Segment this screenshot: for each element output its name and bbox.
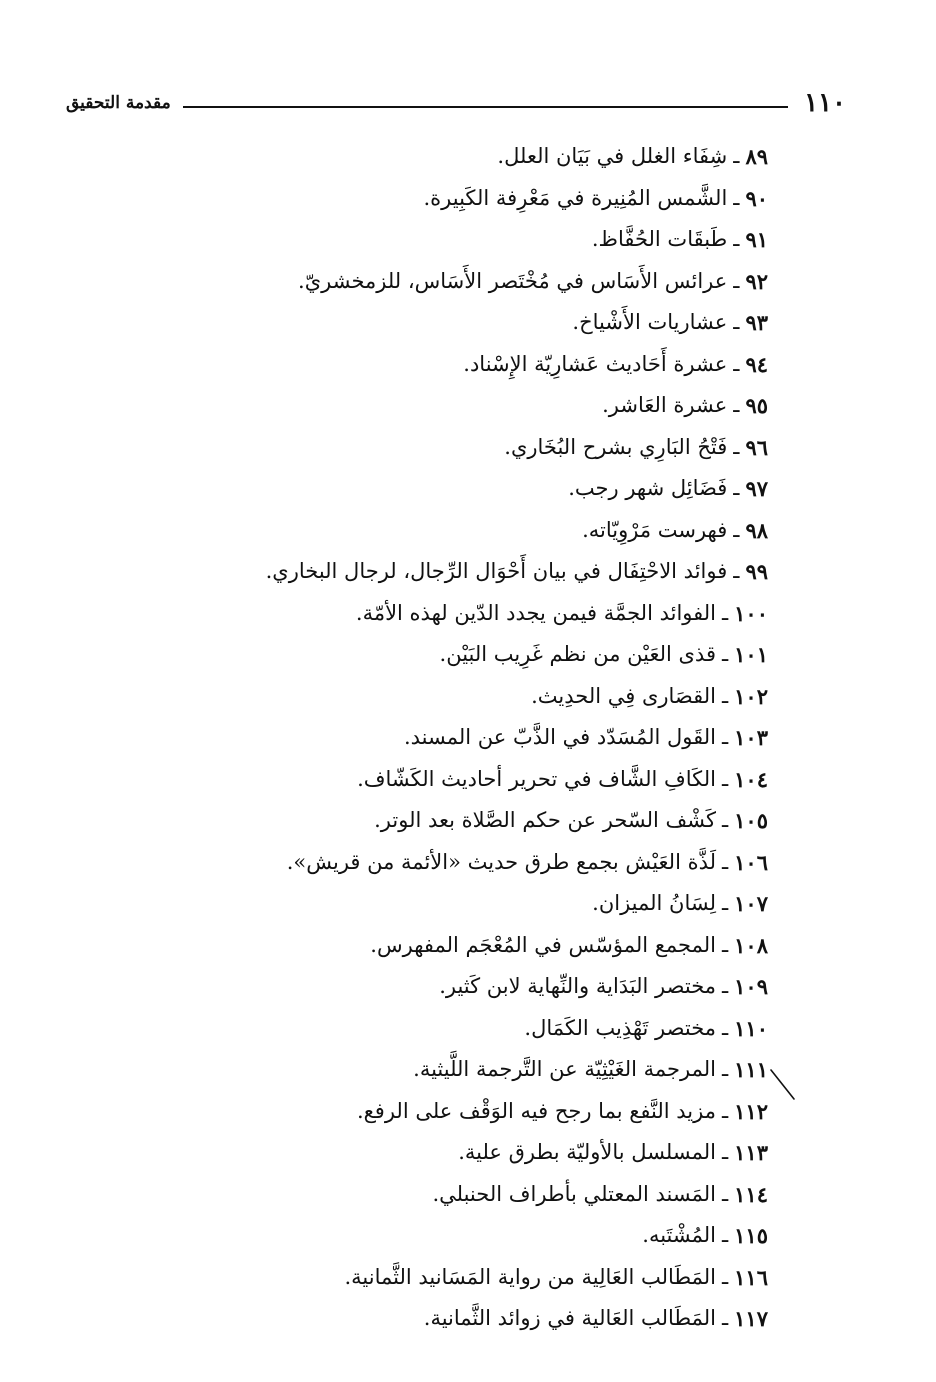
- list-item: [128, 966, 768, 1008]
- entry-title: فَضَائِل شهر رجب.: [568, 476, 728, 500]
- list-item: [128, 1298, 768, 1340]
- list-item: [128, 1008, 768, 1050]
- list-item: [128, 1132, 768, 1174]
- header-rule: [183, 106, 788, 108]
- entry-title: المَسند المعتلي بأطراف الحنبلي.: [432, 1181, 716, 1206]
- entry-dash: ـ: [722, 725, 729, 749]
- entry-title: الفوائد الجمَّة فيمن يجدد الدّين لهذه الأمّة.: [355, 600, 716, 625]
- entry-dash: ـ: [722, 683, 729, 708]
- entry-title: المرجمة الغَيْثِيّة عن التَّرجمة اللَّيثية.: [413, 1057, 716, 1081]
- entry-dash: ـ: [722, 1057, 729, 1081]
- entry-number: ١١١: [734, 1057, 768, 1082]
- entry-number: ٩٠: [745, 185, 768, 211]
- entry-title: قذى العَيْن من نظم غَرِيب البَيْن.: [439, 642, 716, 666]
- entry-dash: ـ: [733, 185, 740, 210]
- list-item: [128, 800, 768, 842]
- entry-number: ٩٥: [745, 393, 768, 418]
- entry-title: طَبقَات الحُفَّاظ.: [591, 227, 728, 251]
- page-header: [66, 86, 846, 120]
- entry-number: ١٠٩: [734, 974, 768, 999]
- entry-title: فهرست مَرْوِيّاته.: [582, 517, 728, 542]
- running-title: مقدمة التحقيق: [66, 93, 171, 113]
- entry-dash: ـ: [733, 517, 740, 542]
- entry-dash: ـ: [722, 932, 729, 957]
- list-item: [128, 261, 768, 303]
- entry-title: لِسَانُ الميزان.: [592, 891, 716, 915]
- list-item: [128, 468, 768, 510]
- list-item: [128, 344, 768, 386]
- entry-title: كَشْف السّحر عن حكم الصَّلاة بعد الوتر.: [374, 808, 716, 832]
- entry-title: عشاريات الأَشْياخ.: [572, 310, 728, 334]
- list-item: [128, 676, 768, 718]
- list-item: [128, 925, 768, 967]
- entry-number: ١٠٧: [734, 891, 768, 916]
- entry-title: المَطَالب العَالية في زوائد الثَّمانية.: [423, 1306, 716, 1330]
- entry-dash: ـ: [733, 144, 740, 168]
- entry-dash: ـ: [733, 310, 740, 334]
- list-item: [128, 427, 768, 469]
- entry-number: ٨٩: [745, 144, 768, 169]
- entry-number: ١٠١: [734, 642, 768, 667]
- entry-title: المجمع المؤسّس في المُعْجَم المفهرس.: [370, 932, 716, 957]
- entry-number: ٩٣: [745, 310, 768, 335]
- book-list: [128, 136, 768, 1340]
- entry-dash: ـ: [722, 849, 729, 874]
- entry-number: ١١٠: [734, 1015, 768, 1041]
- entry-dash: ـ: [722, 891, 729, 915]
- list-item: [128, 1049, 768, 1091]
- list-item: [128, 842, 768, 884]
- entry-dash: ـ: [733, 393, 740, 417]
- entry-title: عشرة العَاشر.: [602, 393, 728, 417]
- list-item: [128, 136, 768, 178]
- entry-title: الشَّمس المُنِيرة في مَعْرِفة الكَبِيرة.: [423, 185, 728, 210]
- list-item: [128, 302, 768, 344]
- entry-title: الكَافِ الشَّاف في تحرير أحاديث الكَشّاف.: [357, 766, 716, 791]
- entry-title: فَتْحُ البَارِي بشرح البُخَاري.: [504, 434, 728, 459]
- entry-number: ١١٣: [734, 1140, 768, 1165]
- entry-dash: ـ: [722, 1015, 729, 1040]
- entry-title: عشرة أَحَاديث عَشارِيّة الإِسْناد.: [463, 351, 728, 376]
- entry-dash: ـ: [722, 1264, 729, 1289]
- entry-number: ٩١: [745, 227, 768, 252]
- entry-dash: ـ: [722, 1306, 729, 1330]
- entry-number: ١١٧: [734, 1306, 768, 1331]
- entry-dash: ـ: [722, 1181, 729, 1206]
- entry-title: القصَارى فِي الحدِيث.: [531, 683, 716, 708]
- page-number: ١١٠: [804, 88, 846, 118]
- entry-number: ١٠٦: [734, 849, 768, 875]
- list-item: [128, 219, 768, 261]
- entry-number: ١١٥: [734, 1223, 768, 1248]
- entry-title: مختصر تَهْذِيب الكَمَال.: [524, 1015, 716, 1040]
- list-item: [128, 634, 768, 676]
- entry-title: فوائد الاحْتِفَال في بيان أَحْوَال الرِّجال، لرجال البخاري.: [265, 559, 728, 583]
- list-item: [128, 385, 768, 427]
- entry-dash: ـ: [722, 642, 729, 666]
- entry-number: ١٠٠: [734, 600, 768, 626]
- entry-number: ١١٤: [734, 1181, 768, 1207]
- entry-number: ٩٢: [745, 268, 768, 294]
- list-item: [128, 178, 768, 220]
- entry-number: ٩٨: [745, 517, 768, 543]
- list-item: [128, 1091, 768, 1133]
- entry-dash: ـ: [722, 808, 729, 832]
- entry-number: ٩٩: [745, 559, 768, 584]
- list-item: [128, 1174, 768, 1216]
- entry-title: شِفَاء الغلل في بَيَان العلل.: [497, 144, 728, 168]
- list-item: [128, 593, 768, 635]
- entry-number: ١٠٨: [734, 932, 768, 958]
- list-item: [128, 883, 768, 925]
- margin-tick-mark: [770, 1068, 796, 1102]
- entry-title: المُشْتَبه.: [642, 1223, 716, 1247]
- entry-number: ١١٦: [734, 1264, 768, 1290]
- list-item: [128, 1257, 768, 1299]
- entry-title: مزيد النَّفع بما رجح فيه الوَقْف على الرفع.: [356, 1098, 716, 1123]
- entry-dash: ـ: [733, 434, 740, 459]
- entry-title: عرائس الأَسَاس في مُخْتَصر الأَسَاس، للزمخشريّ.: [298, 268, 728, 293]
- entry-dash: ـ: [733, 476, 740, 500]
- entry-dash: ـ: [733, 351, 740, 376]
- list-item: [128, 759, 768, 801]
- list-item: [128, 551, 768, 593]
- entry-dash: ـ: [722, 1140, 729, 1164]
- entry-number: ٩٤: [745, 351, 768, 377]
- entry-dash: ـ: [722, 974, 729, 998]
- entry-title: مختصر البَدَاية والنِّهاية لابن كَثير.: [439, 974, 716, 998]
- entry-number: ١٠٤: [734, 766, 768, 792]
- list-item: [128, 717, 768, 759]
- entry-title: القَول المُسَدّد في الذَّبّ عن المسند.: [403, 725, 716, 749]
- entry-number: ١١٢: [734, 1098, 768, 1124]
- entry-dash: ـ: [733, 559, 740, 583]
- entry-number: ١٠٢: [734, 683, 768, 709]
- entry-dash: ـ: [722, 766, 729, 791]
- entry-dash: ـ: [722, 1223, 729, 1247]
- list-item: [128, 510, 768, 552]
- entry-title: لَذَّة العَيْش بجمع طرق حديث «الأئمة من قريش».: [286, 849, 716, 874]
- list-item: [128, 1215, 768, 1257]
- entry-title: المسلسل بالأوليّة بطرق علية.: [458, 1140, 716, 1164]
- entry-dash: ـ: [733, 227, 740, 251]
- entry-dash: ـ: [722, 1098, 729, 1123]
- entry-number: ١٠٥: [734, 808, 768, 833]
- entry-title: المَطَالب العَالِية من رواية المَسَانيد الثَّمانية.: [344, 1264, 716, 1289]
- entry-number: ٩٦: [745, 434, 768, 460]
- entry-dash: ـ: [722, 600, 729, 625]
- entry-number: ١٠٣: [734, 725, 768, 750]
- entry-dash: ـ: [733, 268, 740, 293]
- entry-number: ٩٧: [745, 476, 768, 501]
